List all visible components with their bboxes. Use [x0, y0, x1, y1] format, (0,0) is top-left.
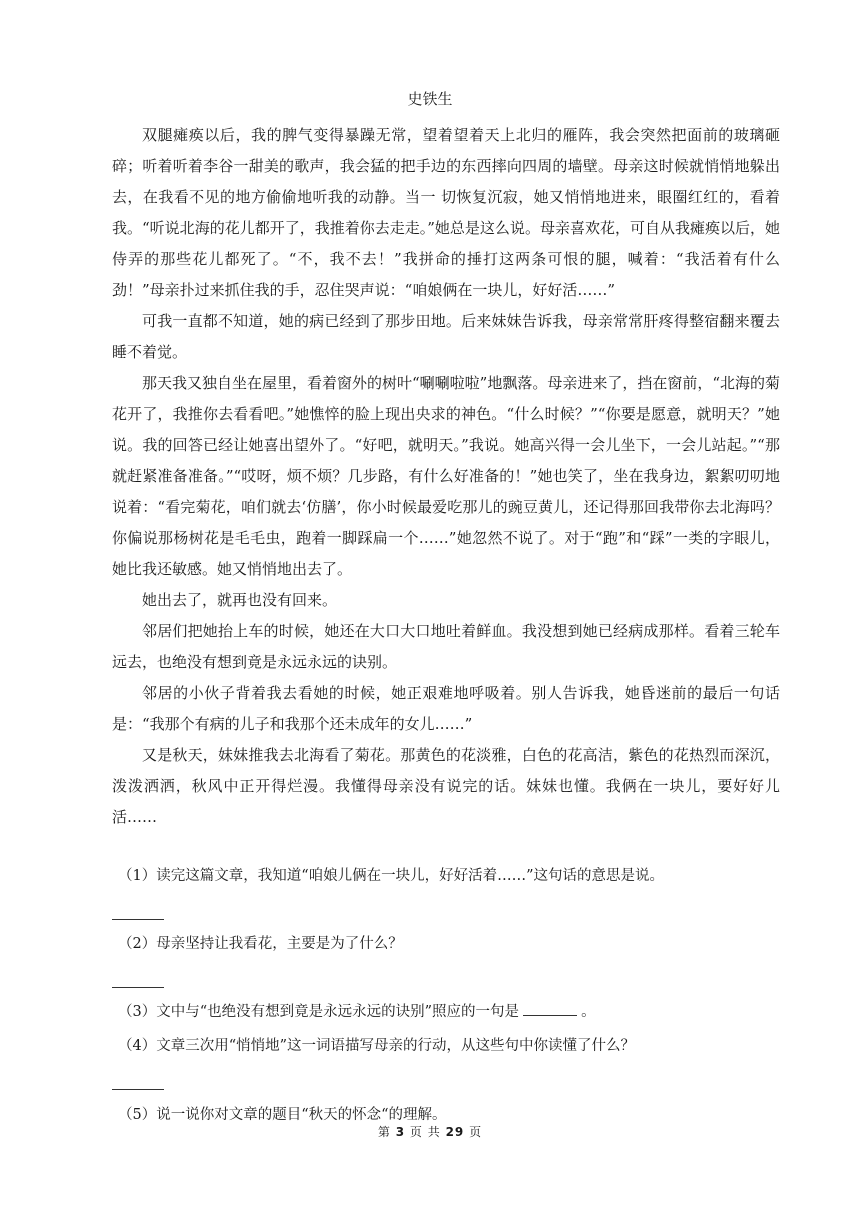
question-5: （5）说一说你对文章的题目“秋天的怀念“的理解。 — [118, 1107, 447, 1123]
question-3-end: 。 — [581, 1004, 596, 1020]
footer-suffix: 页 — [469, 1125, 483, 1139]
article-body — [112, 120, 780, 833]
answer-blank-1 — [112, 919, 164, 920]
current-page-number: 3 — [395, 1125, 406, 1139]
paragraph-6: 邻居的小伙子背着我去看她的时候，她正艰难地呼吸着。别人告诉我，她昏迷前的最后一句话是：“我那个有病的儿子和我那个还未成年的女儿……” — [112, 684, 780, 733]
question-3-text: （3）文中与“也绝没有想到竟是永远永远的诀别”照应的一句是 — [118, 1004, 520, 1020]
paragraph-5: 邻居们把她抬上车的时候，她还在大口大口地吐着鲜血。我没想到她已经病成那样。看着三轮车远去，也绝没有想到竟是永远永远的诀别。 — [112, 622, 780, 671]
answer-blank-4 — [112, 1089, 164, 1090]
question-2: （2）母亲坚持让我看花，主要是为了什么？ — [118, 936, 403, 952]
question-4: （4）文章三次用“悄悄地”这一词语描写母亲的行动，从这些句中你读懂了什么？ — [118, 1038, 636, 1054]
question-1: （1）读完这篇文章，我知道“咱娘儿俩在一块儿，好好活着……”这句话的意思是说。 — [118, 868, 665, 884]
answer-blank-2 — [112, 987, 164, 988]
author-name: 史铁生 — [407, 90, 453, 108]
paragraph-1: 双腿瘫痪以后，我的脾气变得暴躁无常，望着望着天上北归的雁阵，我会突然把面前的玻璃砸碎；听着听着李谷一甜美的歌声，我会猛的把手边的东西摔向四周的墙壁。母亲这时候就悄悄地躲出去，在我看不见的地方偷偷地听我的动静。当一 切恢复沉寂，她又悄悄地进来，眼圈红红的，看着我。“听说北海的花儿都开了，我推着你去走走。”她总是这么说。母亲喜欢花，可自从我瘫痪以后，她侍弄的那些花儿都死了。“不，我不去！”我拼命的捶打这两条可恨的腿，喊着：“我活着有什么劲！”母亲扑过来抓住我的手，忍住哭声说：“咱娘俩在一块儿，好好活……” — [112, 126, 780, 299]
paragraph-7: 又是秋天，妹妹推我去北海看了菊花。那黄色的花淡雅，白色的花高洁，紫色的花热烈而深沉，泼泼洒洒，秋风中正开得烂漫。我懂得母亲没有说完的话。妹妹也懂。我俩在一块儿，要好好儿活…… — [112, 746, 780, 826]
paragraph-3: 那天我又独自坐在屋里，看着窗外的树叶“唰唰啦啦”地飘落。母亲进来了，挡在窗前，“北海的菊花开了，我推你去看看吧。”她憔悴的脸上现出央求的神色。“什么时候？”“你要是愿意，就明天？”她说。我的回答已经让她喜出望外了。“好吧，就明天。”我说。她高兴得一会儿坐下，一会儿站起。”“那就赶紧准备准备。”“哎呀，烦不烦？几步路，有什么好准备的！”她也笑了，坐在我身边，絮絮叨叨地说着：“看完菊花，咱们就去‘仿膳’，你小时候最爱吃那儿的豌豆黄儿，还记得那回我带你去北海吗？你偏说那杨树花是毛毛虫，跑着一脚踩扁一个……”她忽然不说了。对于“跑”和“踩”一类的字眼儿，她比我还敏感。她又悄悄地出去了。 — [112, 374, 781, 578]
question-3 — [112, 999, 596, 1026]
paragraph-2: 可我一直都不知道，她的病已经到了那步田地。后来妹妹告诉我，母亲常常肝疼得整宿翻来覆去睡不着觉。 — [112, 312, 780, 361]
footer-prefix: 第 — [377, 1125, 391, 1139]
total-page-number: 29 — [445, 1125, 465, 1139]
page-footer — [0, 1123, 860, 1141]
footer-middle: 页 共 — [409, 1125, 441, 1139]
paragraph-4: 她出去了，就再也没有回来。 — [142, 591, 338, 609]
answer-blank-3 — [523, 1001, 577, 1016]
